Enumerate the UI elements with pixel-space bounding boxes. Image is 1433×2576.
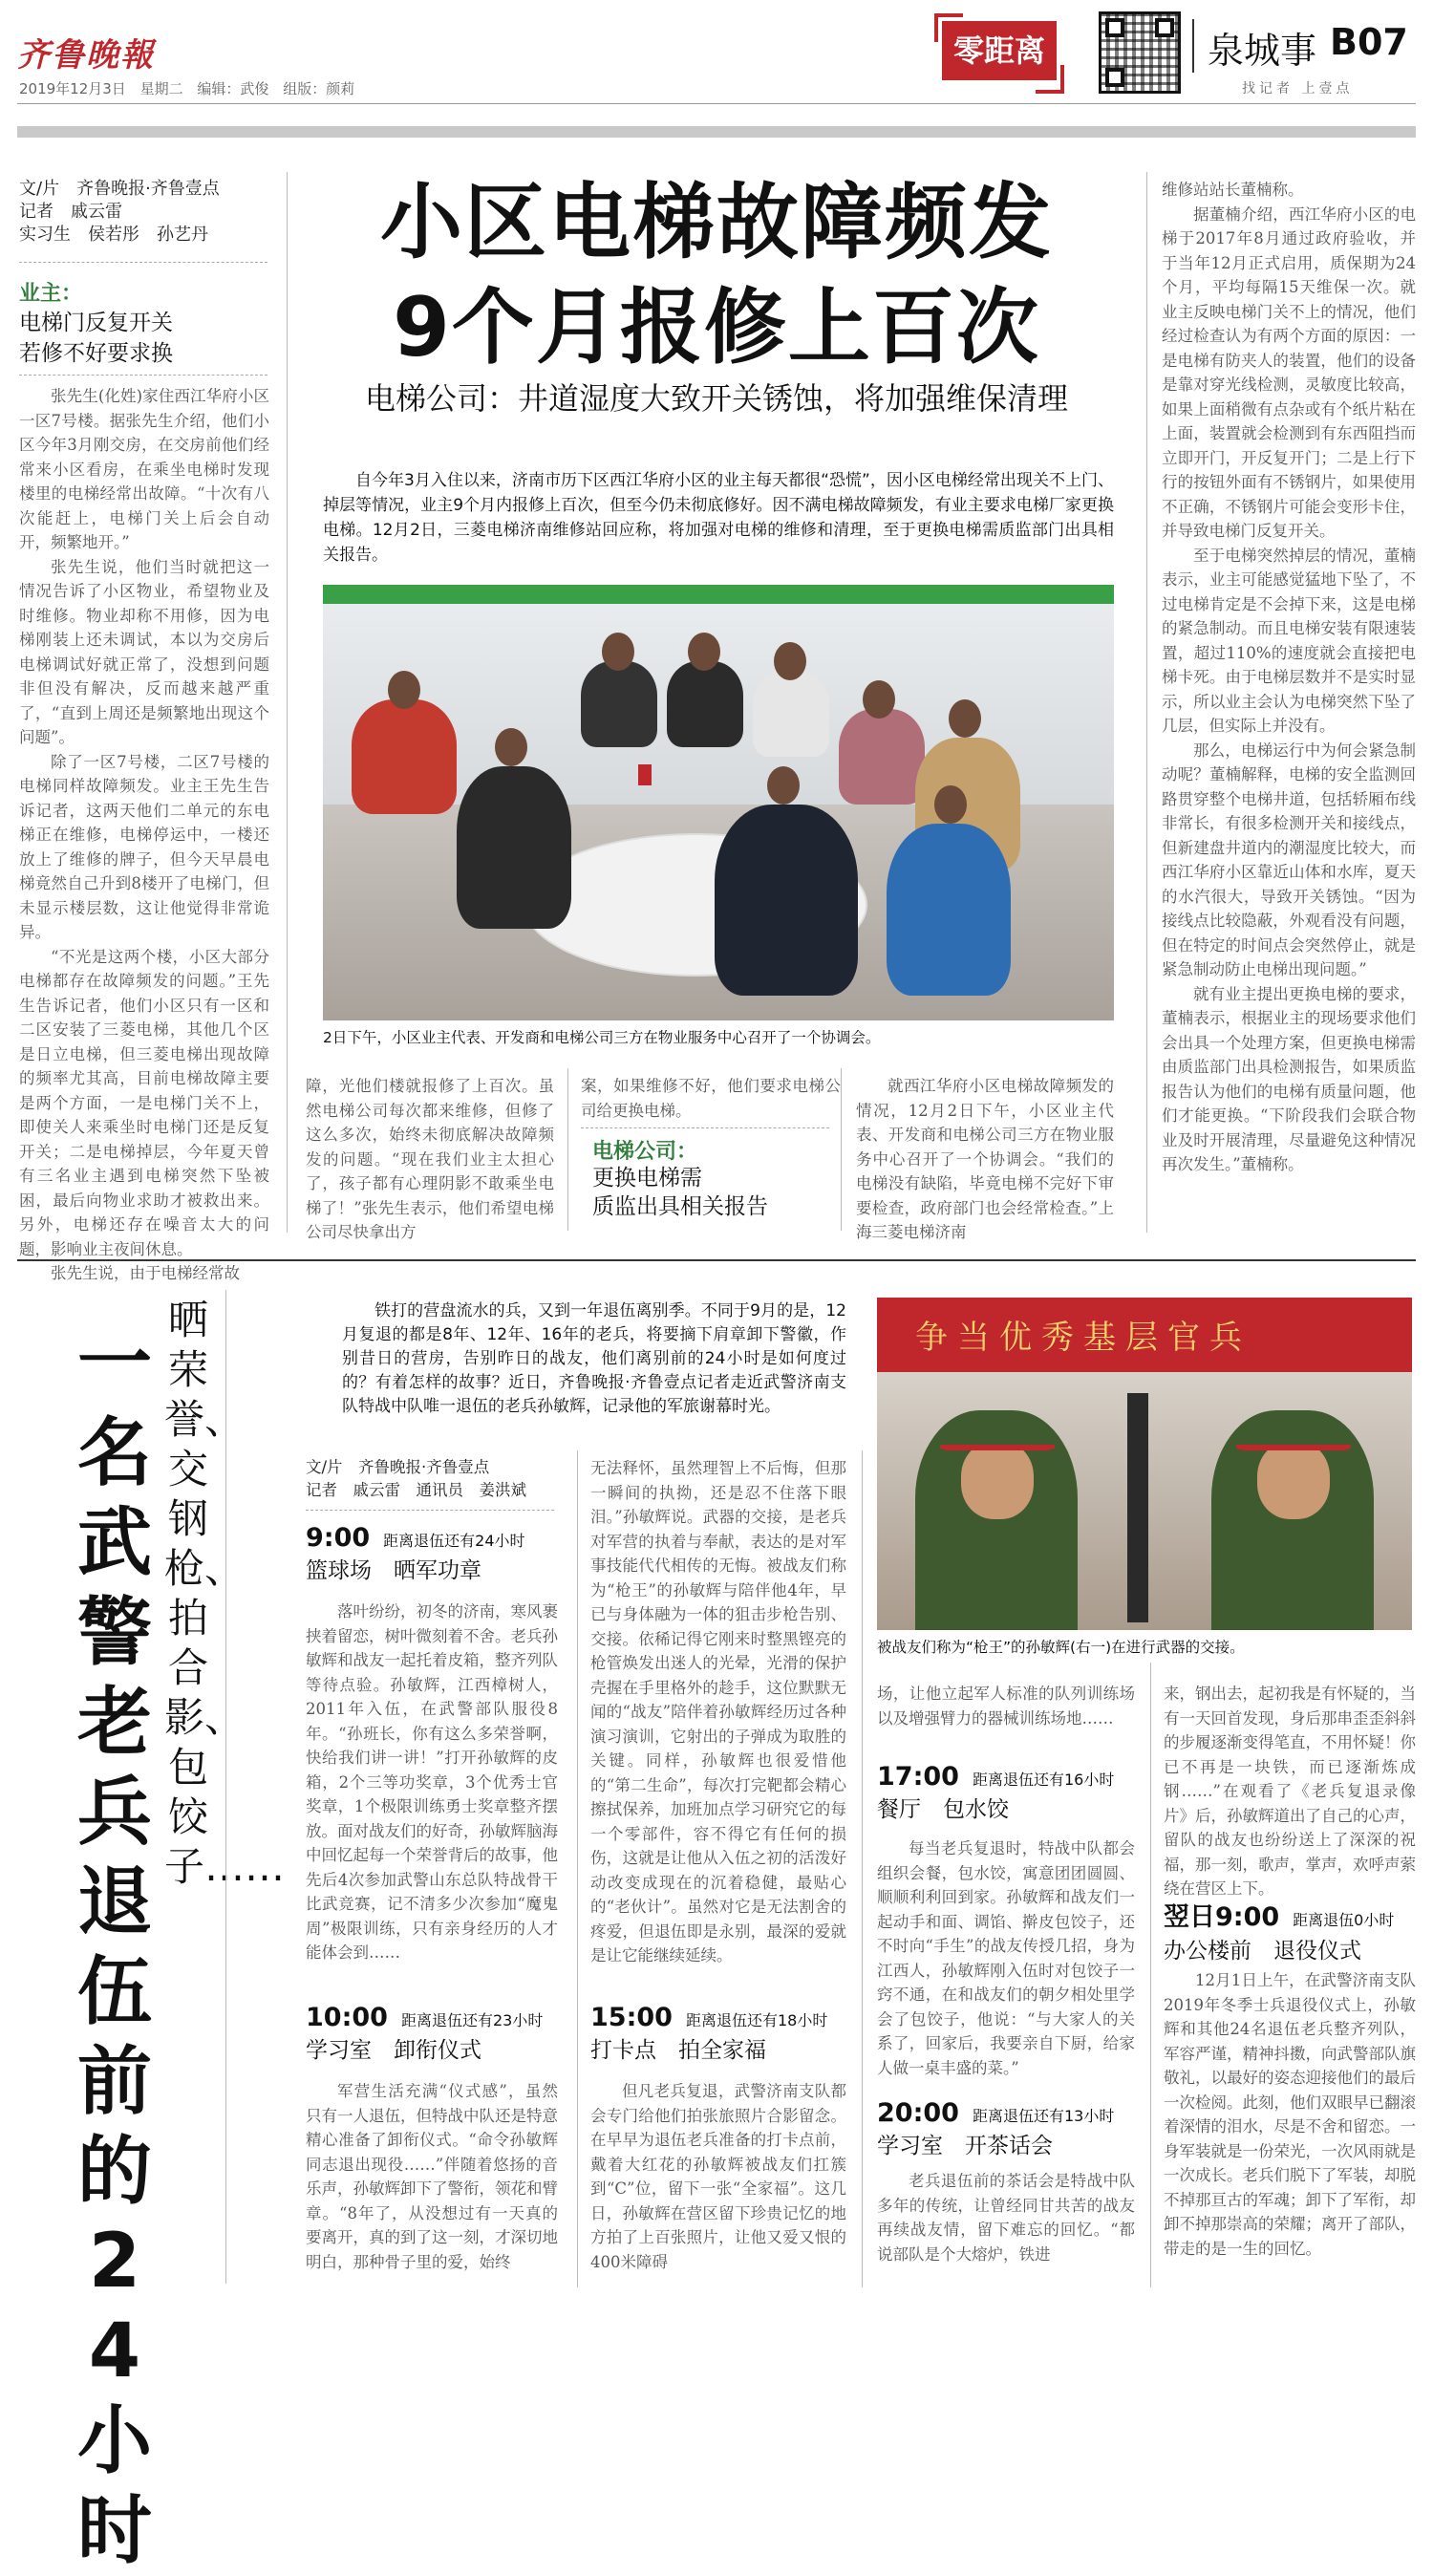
time-label: 翌日9:00: [1164, 1902, 1280, 1932]
article2-t900b-text: [1164, 1968, 1416, 2291]
paragraph: 张先生说，由于电梯经常故: [51, 1264, 240, 1282]
paragraph: 案，如果维修不好，他们要求电梯公司给更换电梯。: [581, 1077, 841, 1120]
weekday: 星期二: [139, 80, 183, 97]
paragraph: “不光是这两个楼，小区大部分电梯都存在故障频发的问题。”王先生告诉记者，他们小区只有一区和二区安装了三菱电梯，其他几个区是日立电梯，但三菱电梯出现故障的频率尤其高，目前电梯故障主要是两个方面，一是电梯门关不上，即使关人来乘坐时电梯门还是反复开关；二是电梯掉层，今年夏天曾有三名业主遇到电梯突然下坠被困，最后向物业求助才被救出来。另外，电梯还存在噪音太大的问题，影响业主夜间休息。: [19, 947, 269, 1258]
dateline: [19, 78, 354, 98]
paragraph: 落叶纷纷，初冬的济南，寒风裹挟着留恋，树叶微刻着不舍。老兵孙敏辉和战友一起托着皮箱，整齐列队等待点验。孙敏辉，江西樟树人，2011年入伍，在武警部队服役8年。“孙班长，你有这么多荣誉啊，快给我们讲一讲！”打开孙敏辉的皮箱，2个三等功奖章，3个优秀士官奖章，1个极限训练勇士奖章整齐摆放。面对战友们的好奇，孙敏辉脑海中回忆起每一个荣誉背后的故事，他先后4次参加武警山东总队特战骨干比武竞赛，记不清多少次参加“魔鬼周”极限训练，只有亲身经历的人才能体会到……: [306, 1602, 558, 1962]
paragraph: 障，光他们楼就报修了上百次。虽然电梯公司每次都来维修，但修了这么多次，始终未彻底解决故障频发的问题。“现在我们业主太担心了，孩子都有心理阴影不敢乘坐电梯了！”张先生表示，他们希望电梯公司尽快拿出方: [306, 1077, 554, 1241]
issue-date: 2019年12月3日: [19, 80, 126, 97]
column-rule: [1146, 172, 1147, 1233]
article1-col-mid-a: [306, 1074, 554, 1241]
article2-col4a: [1164, 1682, 1416, 1898]
article2-lead: 铁打的营盘流水的兵，又到一年退伍离别季。不同于9月的是，12月复退的都是8年、12年、16年的老兵，将要摘下肩章卸下警徽，作别昔日的营房，告别昨日的战友，他们离别前的24小时是如何度过的？有着怎样的故事？近日，齐鲁晚报·齐鲁壹点记者走近武警济南支队特战中队唯一退伍的老兵孙敏辉，记录他的军旅谢幕时光。: [342, 1301, 846, 1416]
side-headline-line: 电梯门反复开关: [19, 311, 173, 335]
column-rule: [841, 1068, 842, 1231]
article1-col-left: [19, 384, 269, 1282]
countdown-note: 距离退伍0小时: [1293, 1911, 1395, 1929]
qr-code-icon[interactable]: [1099, 11, 1181, 94]
column-rule: [577, 1450, 578, 2287]
credit-line: 记者 戚云雷 通讯员 姜洪斌: [306, 1481, 526, 1499]
sub-headline: [592, 1164, 841, 1221]
column-rule: [567, 1068, 568, 1231]
time-headline: 打卡点 拍全家福: [590, 2038, 766, 2063]
paragraph: 那么，电梯运行中为何会紧急制动呢？董楠解释，电梯的安全监测回路贯穿整个电梯井道，包括轿厢布线非常长，有很多检测开关和接线点，但新建盘井道内的潮湿度比较大，而西江华府小区靠近山体和水库，夏天的水汽很大，导致开关锈蚀。“因为接线点比较隐蔽，外观看没有问题，但在特定的时间点会突然停止，就是紧急制动防止电梯出现问题。”: [1162, 741, 1416, 978]
title-line: 9个月报修上百次: [393, 280, 1040, 376]
time-headline: 学习室 开茶话会: [877, 2134, 1053, 2158]
side-kicker: 业主：: [19, 282, 83, 306]
rifle-icon: [1127, 1393, 1148, 1622]
countdown-note: 距离退伍还有23小时: [400, 2011, 544, 2029]
paragraph: 军营生活充满“仪式感”，虽然只有一人退伍，但特战中队还是特意精心准备了卸衔仪式。“命令孙敏辉同志退出现役……”伴随着悠扬的音乐声，孙敏辉卸下了警衔，领花和臂章。“8年了，从没想过有一天真的要离开，真的到了这一刻，才深切地明白，那种骨子里的爱，始终: [306, 2082, 558, 2271]
countdown-note: 距离退伍还有13小时: [972, 2107, 1115, 2125]
time-label: 10:00: [306, 2003, 388, 2032]
column-rule: [225, 1290, 226, 2284]
article2-t2000-text: [877, 2169, 1135, 2291]
countdown-note: 距离退伍还有24小时: [383, 1532, 525, 1550]
weapon-handover-photo: [877, 1298, 1412, 1630]
time-label: 15:00: [590, 2003, 673, 2032]
article2-col3a: [877, 1682, 1135, 1758]
article-separator: [17, 1259, 1416, 1261]
article1-credits: [19, 178, 287, 247]
time-block-1000: [306, 2003, 564, 2064]
designer-credit: 组版：颜莉: [283, 80, 355, 97]
article2-t1500-text: [590, 2079, 846, 2291]
time-headline: 篮球场 晒军功章: [306, 1558, 481, 1583]
article1-col-mid-b: [581, 1074, 841, 1127]
header-divider: [1192, 19, 1194, 73]
countdown-note: 距离退伍还有16小时: [972, 1771, 1115, 1789]
paragraph: 老兵退伍前的茶话会是特战中队多年的传统，让曾经同甘共苦的战友再续战友情，留下难忘的回忆。“都说部队是个大熔炉，铁进: [877, 2172, 1135, 2264]
photo-caption: 2日下午，小区业主代表、开发商和电梯公司三方在物业服务中心召开了一个协调会。: [323, 1029, 881, 1046]
divider: [19, 262, 267, 263]
paragraph: 每当老兵复退时，特战中队都会组织会餐，包水饺，寓意团团圆圆、顺顺利利回到家。孙敏辉和战友们一起动手和面、调馅、擀皮包饺子，还不时向“手生”的战友传授几招，身为江西人，孙敏辉刚入伍时对包饺子一窍不通，在和战友们的朝夕相处里学会了包饺子，他说：“与大家人的关系了，回家后，我要亲自下厨，给家人做一桌丰盛的菜。”: [877, 1839, 1135, 2077]
credit-line: 文/片 齐鲁晚报·齐鲁壹点: [19, 179, 220, 199]
sub-kicker: 电梯公司：: [592, 1140, 698, 1164]
time-headline: 办公楼前 退役仪式: [1164, 1939, 1361, 1964]
paragraph: 但凡老兵复退，武警济南支队都会专门给他们拍张旅照片合影留念。在早早为退伍老兵准备的打卡点前，戴着大红花的孙敏辉被战友们扛簇到“C”位，留下一张“全家福”。这几日，孙敏辉在营区留下珍贵记忆的地方拍了上百张照片，让他又爱又恨的400米障碍: [590, 2082, 846, 2271]
article2-t1700-text: [877, 1836, 1135, 2094]
side-headline: [19, 308, 287, 369]
article1-lead: 自今年3月入住以来，济南市历下区西江华府小区的业主每天都很“恐慌”，因小区电梯经常出现关不上门、掉层等情况，业主9个月内报修上百次，但至今仍未彻底修好。因不满电梯故障频发，有业主要求电梯厂家更换电梯。12月2日，三菱电梯济南维修站回应称，将加强对电梯的维修和清理，至于更换电梯需质监部门出具相关报告。: [323, 471, 1114, 565]
article2-credits: [306, 1456, 564, 1502]
paragraph: 据董楠介绍，西江华府小区的电梯于2017年8月通过政府验收，并于当年12月正式启用，质保期为24个月，平均每隔15天维保一次。就业主反映电梯门关不上的情况，他们经过检查认为有两个方面的原因：一是电梯有防夹人的装置，他们的设备是靠对穿光线检测，灵敏度比较高，如果上面稍微有点杂或有个纸片粘在上面，装置就会检测到有东西阻挡而立即开门，开反复开门；二是上行下行的按钮外面有不锈钢片，如果使用不正确，不锈钢片可能会变形卡住，并导致电梯门反复开关。: [1162, 204, 1416, 540]
paragraph: 除了一区7号楼，二区7号楼的电梯同样故障频发。业主王先生告诉记者，这两天他们二单元的东电梯正在维修，电梯停运中，一楼还放上了维修的牌子，但今天早晨电梯竟然自己升到8楼开了电梯门，但未显示楼层数，这让他觉得非常诡异。: [19, 752, 269, 941]
credit-line: 实习生 侯若彤 孙艺丹: [19, 225, 208, 245]
credit-line: 记者 戚云雷: [19, 202, 122, 222]
header-rule: [17, 103, 1416, 104]
column-rule: [862, 1450, 863, 2287]
paragraph: 来，钢出去，起初我是有怀疑的，当有一天回首发现，身后那串歪歪斜斜的步履逐渐变得笔直，不用怀疑！你已不再是一块铁，而已逐渐炼成钢……”在观看了《老兵复退录像片》后，孙敏辉道出了自己的心声，留队的战友也纷纷送上了深深的祝福，那一刻，歌声，掌声，欢呼声萦绕在营区上下。: [1164, 1685, 1416, 1898]
article1-col-mid-c: [856, 1074, 1114, 1241]
time-label: 17:00: [877, 1762, 959, 1792]
divider: [581, 1127, 829, 1128]
paragraph: 就有业主提出更换电梯的要求，董楠表示，根据业主的现场要求他们会出具一个处理方案，但更换电梯需由质监部门出具检测报告，如果质监报告认为他们的电梯有质量问题，他们才能更换。“下阶段我们会联合物业及时开展清理，尽量避免这种情况再次发生。”董楠称。: [1162, 984, 1416, 1173]
column-rule: [1150, 1663, 1151, 2287]
article2-vertical-title: 一名武警老兵退伍前的24小时: [76, 1320, 152, 2574]
paragraph: 就西江华府小区电梯故障频发的情况，12月2日下午，小区业主代表、开发商和电梯公司三方在物业服务中心召开了一个协调会。“我们的电梯没有缺陷，毕竟电梯不完好下审要检查，政府部门也会经常检查。”上海三菱电梯济南: [856, 1077, 1114, 1241]
paragraph: 场，让他立起军人标准的队列训练场以及增强臂力的器械训练场地……: [877, 1685, 1135, 1728]
column-badge: [934, 13, 1064, 94]
divider: [19, 375, 267, 376]
section-name: 泉城事: [1208, 30, 1317, 72]
header-bar: [17, 126, 1416, 138]
article2-vertical-subtitle: 晒荣誉、交钢枪、拍合影、包饺子……: [164, 1297, 286, 1890]
paragraph: 无法释怀，虽然理智上不后悔，但那一瞬间的执拗，还是忍不住落下眼泪。”孙敏辉说。武器的交接，是老兵对军营的执着与奉献，表达的是对军事技能代代相传的无悔。被战友们称为“枪王”的孙敏辉与陪伴他4年，早已与身体融为一体的狙击步枪告别、交接。依稀记得它刚来时整黑铿亮的枪管焕发出迷人的光晕，光滑的保护壳握在手里格外的趁手，这位默默无闻的“战友”陪伴着孙敏辉经历过各种演习演训，它射出的子弹成为取胜的关键。同样，孙敏辉也很爱惜他的“第二生命”，每次打完靶都会精心擦拭保养，加班加点学习研究它的每一个零部件，容不得它有任何的损伤，这就是让他从入伍之初的活泼好动改变成现在的沉着稳健，最贴心的“老伙计”。虽然对它是无法割舍的疼爱，但退伍即是永别，最深的爱就是让它能继续延续。: [590, 1459, 846, 1964]
paragraph: 张先生(化姓)家住西江华府小区一区7号楼。据张先生介绍，他们小区今年3月刚交房，在交房前他们经常来小区看房，在乘坐电梯时发现楼里的电梯经常出故障。“十次有八次能赶上，电梯门关上后会自动开，频繁地开。”: [19, 387, 269, 551]
photo-caption: 被战友们称为“枪王”的孙敏辉(右一)在进行武器的交接。: [877, 1639, 1245, 1656]
paragraph: 维修站站长董楠称。: [1162, 181, 1304, 199]
column-badge-label: 零距离: [942, 21, 1057, 80]
time-block-2000: [877, 2098, 1144, 2159]
time-block-next-day: [1164, 1896, 1422, 1964]
credit-line: 文/片 齐鲁晚报·齐鲁壹点: [306, 1458, 490, 1476]
time-block-1500: [590, 2003, 858, 2064]
time-headline: 餐厅 包水饺: [877, 1797, 1009, 1822]
article2-t900-text: [306, 1599, 558, 1993]
photo-banner-text: 争当优秀基层官兵: [915, 1319, 1251, 1357]
paragraph: 至于电梯突然掉层的情况，董楠表示，业主可能感觉猛地下坠了，不过电梯肯定是不会掉下来，这是电梯的紧急制动。而且电梯安装有限速装置，超过110%的速度就会直接把电梯卡死。由于电梯层数并不是实时显示，所以业主会认为电梯突然下坠了几层，但实际上并没有。: [1162, 546, 1416, 735]
countdown-note: 距离退伍还有18小时: [685, 2011, 828, 2029]
newspaper-logo: 齐鲁晚報: [17, 36, 155, 75]
time-label: 9:00: [306, 1523, 371, 1553]
page-number: B07: [1330, 21, 1408, 63]
article1-col-right: [1162, 178, 1416, 1233]
article2-col2a: [590, 1456, 846, 1995]
article2-t1000-text: [306, 2079, 558, 2291]
article1-title: [287, 170, 1146, 380]
paragraph: 12月1日上午，在武警济南支队2019年冬季士兵退役仪式上，孙敏辉和其他24名退伍老兵整齐列队，军容严谨，精神抖擞，向武警部队旗敬礼，以最好的姿态迎接他们的最后一次检阅。此刻，他们双眼早已翻滚着深情的泪水，尽是不舍和留恋。一身军装就是一份荣光，一次风雨就是一次成长。老兵们脱下了军装，却脱不掉那亘古的军魂；卸下了军衔，却卸不掉那崇高的荣耀；离开了部队，带走的是一生的回忆。: [1164, 1971, 1416, 2258]
time-block-1700: [877, 1762, 1144, 1823]
article1-subtitle: 电梯公司：井道湿度大致开关锈蚀，将加强维保清理: [364, 380, 1068, 417]
title-line: 小区电梯故障频发: [380, 175, 1053, 270]
sub-headline-line: 更换电梯需: [592, 1166, 702, 1191]
time-block-0900: [306, 1523, 564, 1584]
time-headline: 学习室 卸衔仪式: [306, 2038, 481, 2063]
editor-credit: 编辑：武俊: [197, 80, 269, 97]
divider: [306, 1510, 554, 1511]
meeting-photo: [323, 585, 1114, 1020]
flag-icon: [638, 764, 652, 785]
side-headline-line: 若修不好要求换: [19, 341, 173, 366]
sub-headline-line: 质监出具相关报告: [592, 1194, 768, 1219]
reporter-contact-line: 找记者 上壹点: [1242, 81, 1354, 97]
paragraph: 张先生说，他们当时就把这一情况告诉了小区物业，希望物业及时维修。物业却称不用修，因为电梯刚装上还未调试，本以为交房后电梯调试好就正常了，没想到问题非但没有解决，反而越来越严重了，“直到上周还是频繁地出现这个问题”。: [19, 557, 269, 746]
time-label: 20:00: [877, 2098, 959, 2128]
